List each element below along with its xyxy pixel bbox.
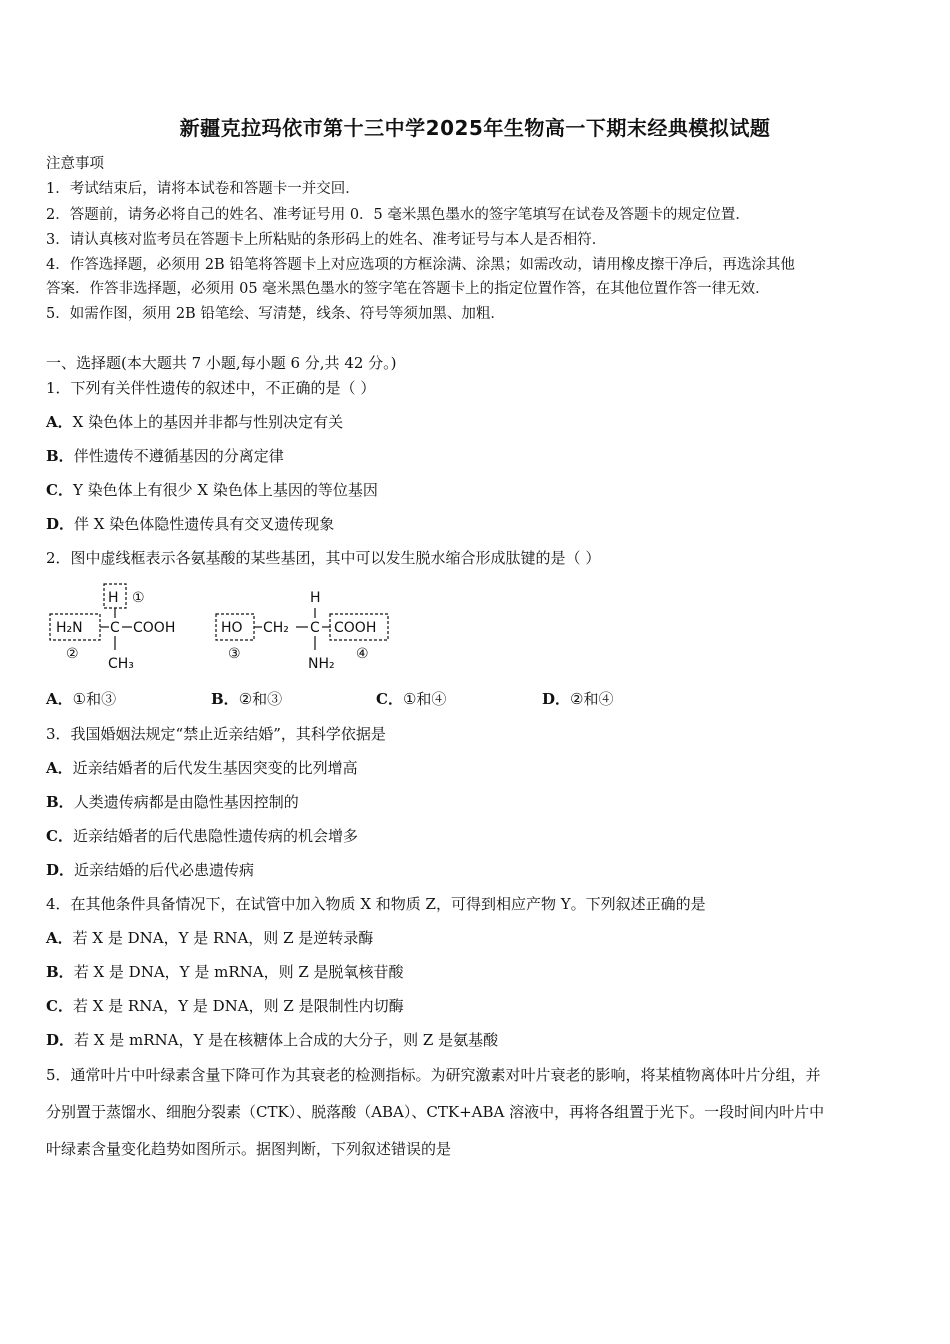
q1-option-b: B．伴性遗传不遵循基因的分离定律: [46, 447, 284, 465]
question-5-line: 5．通常叶片中叶绿素含量下降可作为其衰老的检测指标。为研究激素对叶片衰老的影响，将某植物离体叶片分组，并: [46, 1066, 821, 1084]
left-h: H: [108, 590, 119, 606]
q4-option-d: D．若 X 是 mRNA，Y 是在核糖体上合成的大分子，则 Z 是氨基酸: [46, 1031, 499, 1049]
notice-item: 5．如需作图，须用 2B 铅笔绘、写清楚，线条、符号等须加黑、加粗．: [46, 306, 505, 322]
right-cooh: COOH: [334, 620, 377, 636]
question-1-stem: 1．下列有关伴性遗传的叙述中，不正确的是（ ）: [46, 379, 376, 397]
q2-option-a: A．①和③: [46, 690, 117, 708]
right-ho: HO: [221, 620, 243, 636]
label-4: ④: [356, 646, 369, 662]
left-c: C: [110, 620, 120, 636]
q2-option-c: C．①和④: [376, 690, 447, 708]
amino-acid-figure: [46, 580, 406, 675]
right-ch2: CH₂: [263, 620, 289, 636]
q3-option-d: D．近亲结婚的后代必患遗传病: [46, 861, 255, 879]
q4-option-a: A．若 X 是 DNA，Y 是 RNA，则 Z 是逆转录酶: [46, 929, 374, 947]
question-5-line: 叶绿素含量变化趋势如图所示。据图判断，下列叙述错误的是: [46, 1140, 452, 1158]
q1-option-d: D．伴 X 染色体隐性遗传具有交叉遗传现象: [46, 515, 335, 533]
notice-heading: 注意事项: [46, 156, 104, 172]
question-5-line: 分别置于蒸馏水、细胞分裂素（CTK）、脱落酸（ABA）、CTK+ABA 溶液中，再将各组置于光下。一段时间内叶片中: [46, 1103, 825, 1121]
section-heading: 一、选择题(本大题共 7 小题,每小题 6 分,共 42 分。): [46, 354, 397, 372]
notice-item: 1．考试结束后，请将本试卷和答题卡一并交回．: [46, 181, 360, 197]
page-title: 新疆克拉玛依市第十三中学2025年生物高一下期末经典模拟试题: [179, 116, 771, 140]
notice-item: 答案．作答非选择题，必须用 05 毫米黑色墨水的签字笔在答题卡上的指定位置作答，在其他位置作答一律无效．: [46, 281, 770, 297]
left-nh2: H₂N: [56, 620, 83, 636]
q4-option-c: C．若 X 是 RNA，Y 是 DNA，则 Z 是限制性内切酶: [46, 997, 404, 1015]
right-c: C: [310, 620, 320, 636]
question-3-stem: 3．我国婚姻法规定“禁止近亲结婚”，其科学依据是: [46, 725, 386, 743]
q2-option-b: B．②和③: [211, 690, 283, 708]
question-4-stem: 4．在其他条件具备情况下，在试管中加入物质 X 和物质 Z，可得到相应产物 Y。下列叙述正确的是: [46, 895, 706, 913]
q3-option-a: A．近亲结婚者的后代发生基因突变的比列增高: [46, 759, 358, 777]
right-nh2: NH₂: [308, 656, 335, 672]
right-h: H: [310, 590, 321, 606]
q4-option-b: B．若 X 是 DNA，Y 是 mRNA，则 Z 是脱氧核苷酸: [46, 963, 404, 981]
label-2: ②: [66, 646, 79, 662]
q2-option-d: D．②和④: [542, 690, 614, 708]
q1-option-c: C．Y 染色体上有很少 X 染色体上基因的等位基因: [46, 481, 378, 499]
q3-option-c: C．近亲结婚者的后代患隐性遗传病的机会增多: [46, 827, 358, 845]
label-1: ①: [132, 590, 145, 606]
left-cooh: COOH: [133, 620, 176, 636]
q3-option-b: B．人类遗传病都是由隐性基因控制的: [46, 793, 299, 811]
notice-item: 3．请认真核对监考员在答题卡上所粘贴的条形码上的姓名、准考证号与本人是否相符．: [46, 232, 607, 248]
notice-item: 4．作答选择题，必须用 2B 铅笔将答题卡上对应选项的方框涂满、涂黑；如需改动，请用橡皮擦干净后，再选涂其他: [46, 257, 795, 273]
q1-option-a: A．X 染色体上的基因并非都与性别决定有关: [46, 413, 344, 431]
label-3: ③: [228, 646, 241, 662]
notice-item: 2．答题前，请务必将自己的姓名、准考证号用 0．5 毫米黑色墨水的签字笔填写在试卷及答题卡的规定位置．: [46, 207, 750, 223]
question-2-stem: 2．图中虚线框表示各氨基酸的某些基团，其中可以发生脱水缩合形成肽键的是（ ）: [46, 549, 601, 567]
left-ch3: CH₃: [108, 656, 134, 672]
